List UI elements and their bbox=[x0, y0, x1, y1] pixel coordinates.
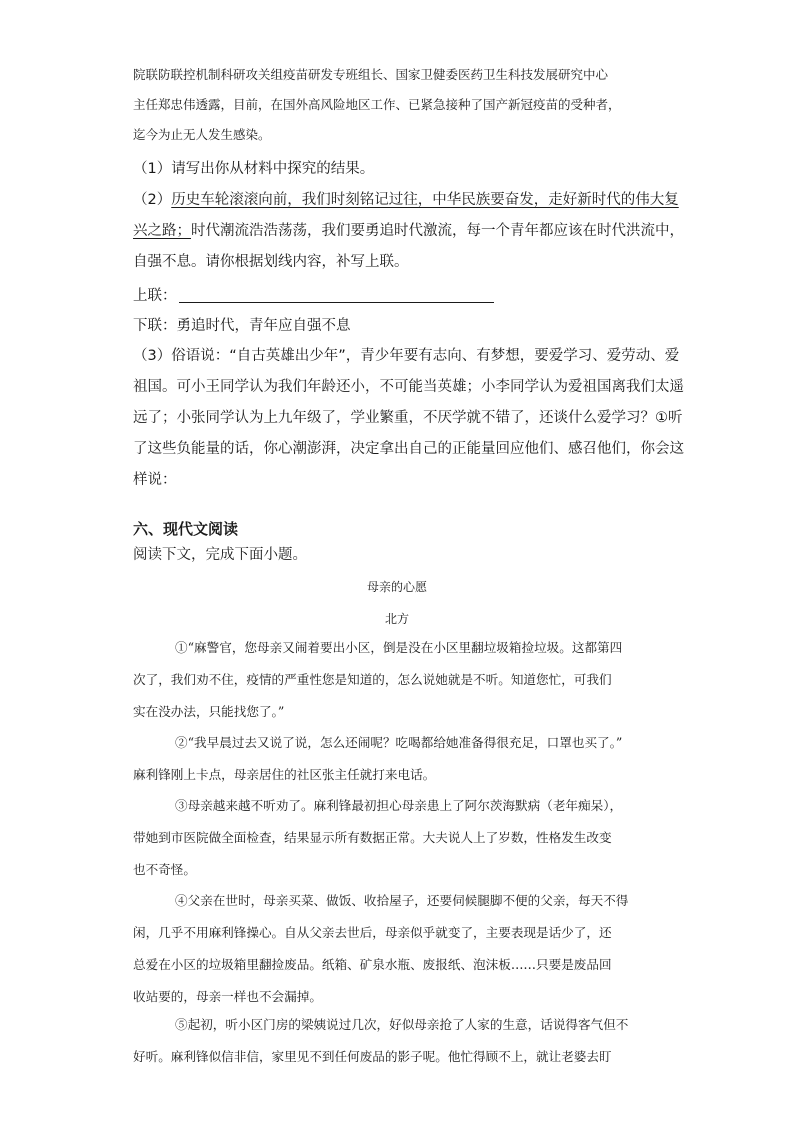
text-line: ②“我早晨过去又说了说，怎么还闹呢？吃喝都给她准备得很充足，口罩也买了。” bbox=[175, 735, 623, 750]
text-line: 好听。麻利锋似信非信，家里见不到任何废品的影子呢。他忙得顾不上，就让老婆去盯 bbox=[133, 1049, 612, 1064]
essay-paragraph-3 bbox=[133, 790, 673, 886]
top-paragraph bbox=[133, 60, 673, 150]
question-2-text: 时代潮流浩浩荡荡，我们要勇追时代激流，每一个青年都应该在时代洪流中， bbox=[191, 223, 684, 239]
text-line: （3）俗语说：“自古英雄出少年”，青少年要有志向、有梦想，要爱学习、爱劳动、爱 bbox=[133, 348, 680, 364]
text-line: 迄今为止无人发生感染。 bbox=[133, 127, 271, 142]
essay-paragraph-4 bbox=[133, 885, 673, 1013]
text-line: 带她到市医院做全面检查，结果显示所有数据正常。大夫说人上了岁数，性格发生改变 bbox=[133, 830, 612, 845]
text-line: 样说： bbox=[133, 472, 177, 488]
essay-paragraph-2 bbox=[133, 727, 673, 791]
essay-paragraph-1 bbox=[133, 632, 673, 728]
text-line: 远了；小张同学认为上九年级了，学业繁重，不厌学就不错了，还谈什么爱学习？①听 bbox=[133, 410, 683, 426]
lower-couplet bbox=[133, 311, 673, 342]
question-2 bbox=[133, 185, 684, 278]
question-2-prefix: （2） bbox=[133, 192, 172, 208]
question-1 bbox=[133, 154, 673, 185]
text-line: 麻利锋刚上卡点，母亲居住的社区张主任就打来电话。 bbox=[133, 767, 436, 782]
text-line: 也不奇怪。 bbox=[133, 862, 196, 877]
text-line: 收站要的，母亲一样也不会漏掉。 bbox=[133, 989, 322, 1004]
text-line: 总爱在小区的垃圾箱里翻捡废品。纸箱、矿泉水瓶、废报纸、泡沫板……只要是废品回 bbox=[133, 957, 612, 972]
text-line: 主任郑忠伟透露，目前，在国外高风险地区工作、已紧急接种了国产新冠疫苗的受种者， bbox=[133, 97, 621, 112]
text-line: 自强不息。请你根据划线内容，补写上联。 bbox=[133, 254, 409, 270]
essay-author: 北方 bbox=[384, 612, 409, 626]
underlined-text: 历史车轮滚滚向前，我们时刻铭记过往，中华民族要奋发，走好新时代的伟大复 bbox=[171, 192, 679, 208]
underlined-text: 兴之路； bbox=[133, 223, 191, 239]
text-line: 次了，我们劝不住，疫情的严重性您是知道的，怎么说她就是不听。知道您忙，可我们 bbox=[133, 672, 612, 687]
text-line: 了这些负能量的话，你心潮澎湃，决定拿出自己的正能量回应他们、感召他们，你会这 bbox=[133, 441, 684, 457]
text-line: ③母亲越来越不听劝了。麻利锋最初担心母亲患上了阿尔茨海默病（老年痴呆）， bbox=[175, 798, 623, 813]
text-line: 实在没办法，只能找您了。” bbox=[133, 704, 285, 719]
essay-title: 母亲的心愿 bbox=[366, 580, 427, 594]
text-line: ⑤起初，听小区门房的梁姨说过几次，好似母亲抢了人家的生意，话说得客气但不 bbox=[175, 1017, 629, 1032]
text-line: ①“麻警官，您母亲又闹着要出小区，倒是没在小区里翻垃圾箱捡垃圾。这都第四 bbox=[175, 640, 623, 655]
question-1-text: （1）请写出你从材料中探究的结果。 bbox=[133, 161, 375, 177]
question-3 bbox=[133, 341, 684, 496]
upper-couplet-label: 上联： bbox=[133, 288, 177, 304]
essay-paragraph-5 bbox=[133, 1009, 673, 1073]
text-line: 祖国。可小王同学认为我们年龄还小，不可能当英雄；小李同学认为爱祖国离我们太遥 bbox=[133, 379, 684, 395]
section-title: 六、现代文阅读 bbox=[133, 520, 239, 538]
upper-couplet bbox=[133, 281, 673, 312]
lower-couplet-text: 下联：勇追时代，青年应自强不息 bbox=[133, 318, 351, 334]
text-line bbox=[133, 185, 679, 216]
text-line bbox=[133, 281, 673, 312]
answer-blank[interactable] bbox=[179, 301, 494, 303]
text-line bbox=[133, 216, 684, 247]
text-line: ④父亲在世时，母亲买菜、做饭、收拾屋子，还要伺候腿脚不便的父亲，每天不得 bbox=[175, 893, 629, 908]
text-line: 闲，几乎不用麻利锋操心。自从父亲去世后，母亲似乎就变了，主要表现是话少了，还 bbox=[133, 925, 612, 940]
text-line: 院联防联控机制科研攻关组疫苗研发专班组长、国家卫健委医药卫生科技发展研究中心 bbox=[133, 67, 609, 82]
section-instruction: 阅读下文，完成下面小题。 bbox=[133, 547, 307, 563]
